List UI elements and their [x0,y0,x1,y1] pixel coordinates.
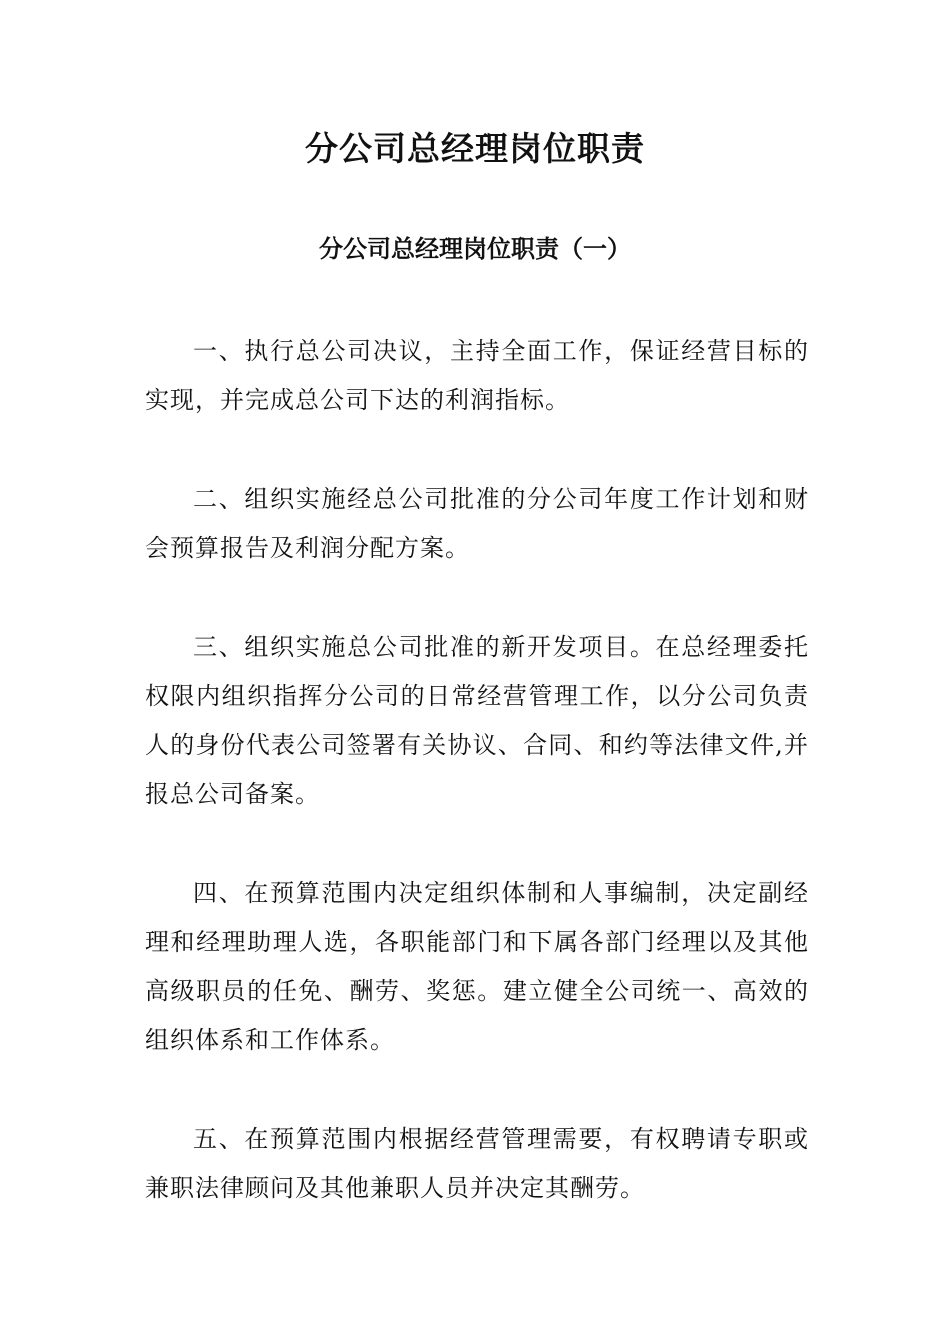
paragraph-4: 四、在预算范围内决定组织体制和人事编制，决定副经理和经理助理人选，各职能部门和下属各部门经理以及其他高级职员的任免、酬劳、奖惩。建立健全公司统一、高效的组织体系和工作体系。 [145,879,809,1054]
paragraph-2: 二、组织实施经总公司批准的分公司年度工作计划和财会预算报告及利润分配方案。 [145,485,809,562]
document-body [145,327,809,1263]
paragraph-5: 五、在预算范围内根据经营管理需要，有权聘请专职或兼职法律顾问及其他兼职人员并决定其酬劳。 [145,1125,809,1202]
page-title: 分公司总经理岗位职责 [305,129,645,168]
paragraph-1: 一、执行总公司决议，主持全面工作，保证经营目标的实现，并完成总公司下达的利润指标。 [145,337,809,414]
paragraph-3: 三、组织实施总公司批准的新开发项目。在总经理委托权限内组织指挥分公司的日常经营管理工作，以分公司负责人的身份代表公司签署有关协议、合同、和约等法律文件,并报总公司备案。 [145,633,809,808]
page-subtitle: 分公司总经理岗位职责（一） [319,234,631,263]
